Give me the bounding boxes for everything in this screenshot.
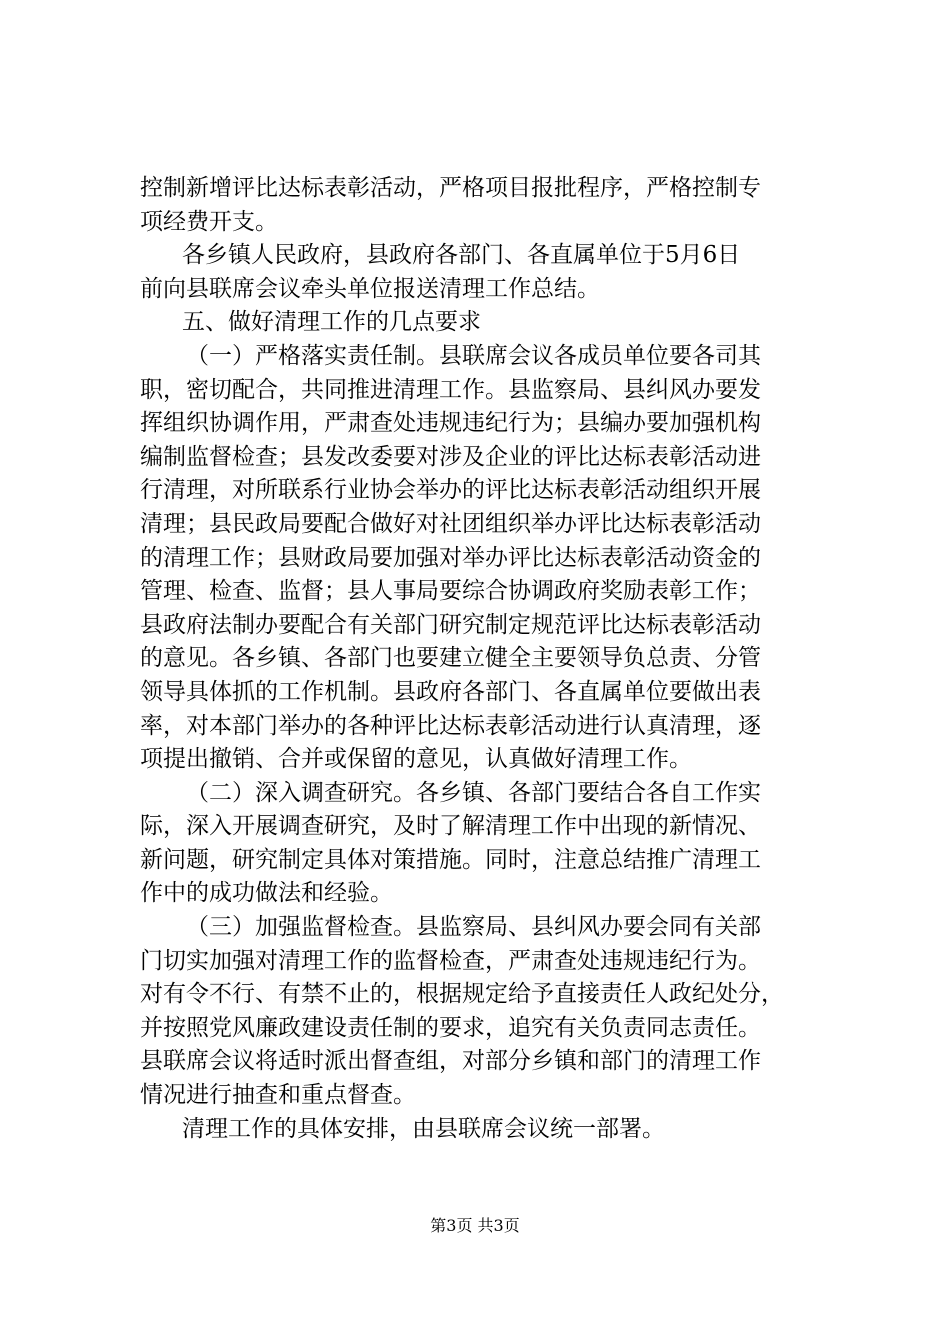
body-line: （二）深入调查研究。各乡镇、各部门要结合各自工作实 [186, 779, 761, 806]
page-number: 第3页 共3页 [430, 1216, 520, 1235]
body-line: 挥组织协调作用，严肃查处违规违纪行为；县编办要加强机构 [140, 410, 761, 437]
body-line: 职，密切配合，共同推进清理工作。县监察局、县纠风办要发 [140, 376, 761, 403]
body-line: 的意见。各乡镇、各部门也要建立健全主要领导负总责、分管 [140, 645, 761, 672]
body-line: 新问题，研究制定具体对策措施。同时，注意总结推广清理工 [140, 846, 761, 873]
body-line: （一）严格落实责任制。县联席会议各成员单位要各司其 [186, 342, 761, 369]
body-line: 作中的成功做法和经验。 [140, 880, 393, 907]
section-heading: 五、做好清理工作的几点要求 [182, 309, 481, 336]
body-line: 对有令不行、有禁不止的，根据规定给予直接责任人政纪处分， [140, 981, 784, 1008]
body-line: 项提出撤销、合并或保留的意见，认真做好清理工作。 [140, 746, 692, 773]
document-body [140, 172, 840, 1146]
body-line: 前向县联席会议牵头单位报送清理工作总结。 [140, 275, 600, 302]
body-line: （三）加强监督检查。县监察局、县纠风办要会同有关部 [186, 914, 761, 941]
body-line: 情况进行抽查和重点督查。 [140, 1082, 416, 1109]
body-line: 各乡镇人民政府，县政府各部门、各直属单位于5月6日 [182, 242, 741, 269]
body-line: 并按照党风廉政建设责任制的要求，追究有关负责同志责任。 [140, 1014, 761, 1041]
body-line: 县政府法制办要配合有关部门研究制定规范评比达标表彰活动 [140, 611, 761, 638]
body-line: 清理工作的具体安排，由县联席会议统一部署。 [182, 1115, 665, 1142]
body-line: 的清理工作；县财政局要加强对举办评比达标表彰活动资金的 [140, 544, 761, 571]
body-line: 清理；县民政局要配合做好对社团组织举办评比达标表彰活动 [140, 510, 761, 537]
body-line: 门切实加强对清理工作的监督检查，严肃查处违规违纪行为。 [140, 947, 761, 974]
body-line: 编制监督检查；县发改委要对涉及企业的评比达标表彰活动进 [140, 443, 761, 470]
body-line: 际，深入开展调查研究，及时了解清理工作中出现的新情况、 [140, 813, 761, 840]
body-line: 控制新增评比达标表彰活动，严格项目报批程序，严格控制专 [140, 175, 761, 201]
page-footer [0, 1216, 950, 1236]
body-line: 项经费开支。 [140, 208, 278, 235]
body-line: 领导具体抓的工作机制。县政府各部门、各直属单位要做出表 [140, 678, 761, 705]
body-line: 县联席会议将适时派出督查组，对部分乡镇和部门的清理工作 [140, 1048, 761, 1075]
body-line: 管理、检查、监督；县人事局要综合协调政府奖励表彰工作； [140, 578, 761, 605]
body-line: 率，对本部门举办的各种评比达标表彰活动进行认真清理，逐 [140, 712, 761, 739]
body-line: 行清理，对所联系行业协会举办的评比达标表彰活动组织开展 [140, 477, 761, 504]
